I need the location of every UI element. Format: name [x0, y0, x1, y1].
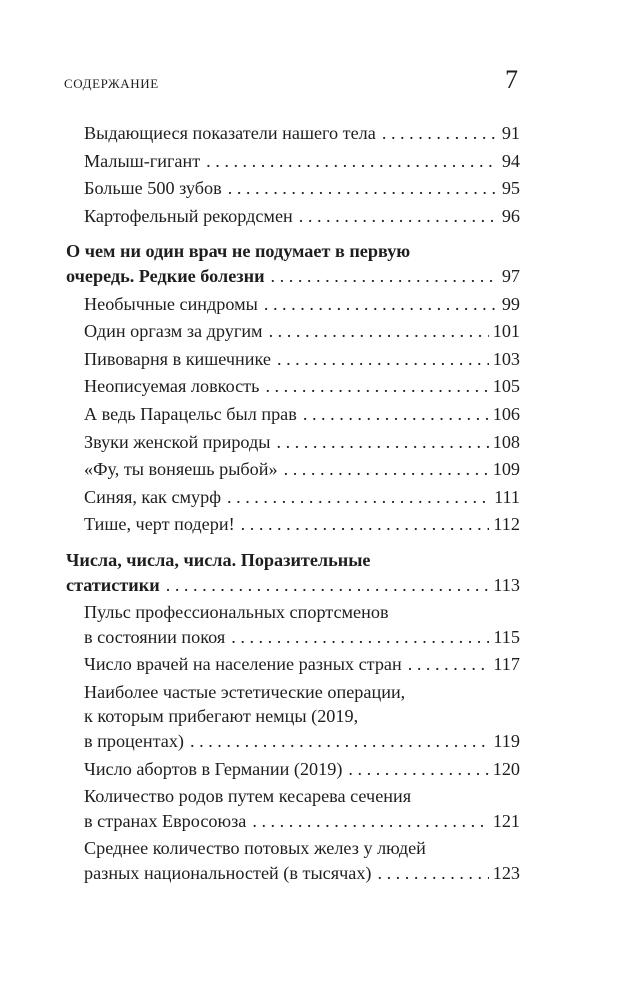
toc-entry[interactable] — [66, 512, 520, 537]
toc-entry[interactable] — [66, 176, 520, 201]
toc-entry-title-line: Необычные синдромы — [84, 293, 258, 314]
toc-entry[interactable] — [66, 347, 520, 372]
toc-entry-page: 94 — [501, 150, 520, 171]
toc-entry[interactable] — [66, 204, 520, 229]
toc-entry-page: 108 — [492, 431, 520, 452]
toc-entry-page: 96 — [501, 205, 520, 226]
toc-entry[interactable] — [66, 121, 520, 146]
toc-entry-title-line: очередь. Редкие болезни — [66, 265, 265, 286]
toc-entry-page: 105 — [492, 376, 520, 397]
toc-entry[interactable] — [66, 374, 520, 399]
dot-leader — [252, 809, 488, 834]
toc-entry-page: 120 — [492, 758, 520, 779]
dot-leader — [408, 652, 490, 677]
toc-entry-title-line: статистики — [66, 574, 160, 595]
dot-leader — [277, 347, 489, 372]
toc-entry-title-line: Выдающиеся показатели нашего тела — [84, 123, 376, 143]
dot-leader — [265, 374, 488, 399]
toc-entry-title-line: Неописуемая ловкость — [84, 376, 260, 397]
toc-entry-title-line: Синяя, как смурф — [84, 486, 221, 507]
toc-entry-title-line: Наиболее частые эстетические операции, — [84, 681, 406, 702]
toc-entry-page: 121 — [492, 810, 520, 831]
toc-entry-title-line: Один оргазм за другим — [84, 321, 263, 342]
dot-leader — [269, 319, 489, 344]
toc-section-entry[interactable] — [66, 548, 520, 597]
toc-entry-page: 97 — [501, 265, 520, 286]
toc-entry-page: 106 — [492, 403, 520, 424]
toc-entry[interactable] — [66, 430, 520, 455]
toc-entry-title-line: в процентах) — [84, 731, 184, 752]
toc-entry-page: 91 — [501, 123, 520, 143]
dot-leader — [284, 457, 489, 482]
toc-entry[interactable] — [66, 319, 520, 344]
toc-entry-title-line: разных национальностей (в тысячах) — [84, 863, 372, 884]
toc-entry-page: 119 — [493, 731, 520, 752]
toc-entry[interactable] — [66, 402, 520, 427]
dot-leader — [166, 573, 490, 598]
toc-entry-page: 117 — [493, 654, 520, 675]
dot-leader — [227, 485, 490, 510]
toc-entry-page: 115 — [493, 626, 520, 647]
toc-entry[interactable] — [66, 652, 520, 677]
dot-leader — [382, 121, 498, 146]
toc-entry-title-line: Больше 500 зубов — [84, 178, 222, 199]
toc-entry[interactable] — [66, 292, 520, 317]
toc-entry-title-line: Числа, числа, числа. Поразительные — [66, 549, 371, 570]
toc-entry-title-line: в состоянии покоя — [84, 626, 226, 647]
toc-entry-title-line: в странах Евросоюза — [84, 810, 247, 831]
toc-section-entry[interactable] — [66, 239, 520, 288]
toc-entry-page: 113 — [493, 574, 520, 595]
dot-leader — [377, 861, 488, 886]
toc-entry-page: 111 — [494, 486, 520, 507]
toc-entry[interactable] — [66, 149, 520, 174]
toc-entry-page: 109 — [492, 459, 520, 480]
dot-leader — [264, 292, 498, 317]
toc-entry[interactable] — [66, 836, 520, 885]
toc-entry-title-line: Среднее количество потовых желез у людей — [84, 838, 426, 859]
toc-entry-title-line: Число абортов в Германии (2019) — [84, 758, 343, 779]
dot-leader — [303, 402, 489, 427]
toc-entry-title-line: Пульс профессиональных спортсменов — [84, 602, 389, 623]
dot-leader — [190, 729, 489, 754]
dot-leader — [241, 512, 490, 537]
toc-entry-page: 95 — [501, 178, 520, 199]
dot-leader — [299, 204, 498, 229]
toc-entry[interactable] — [66, 457, 520, 482]
toc-entry-title-line: Тише, черт подери! — [84, 514, 235, 535]
dot-leader — [206, 149, 498, 174]
toc-entry[interactable] — [66, 600, 520, 649]
toc-entry-page: 103 — [492, 348, 520, 369]
table-of-contents — [66, 121, 520, 889]
dot-leader — [271, 264, 498, 289]
toc-entry-title-line: Количество родов путем кесарева сечения — [84, 786, 412, 807]
toc-entry-title-line: к которым прибегают немцы (2019, — [84, 706, 359, 727]
toc-entry-title-line: «Фу, ты воняешь рыбой» — [84, 459, 278, 480]
toc-entry[interactable] — [66, 485, 520, 510]
toc-entry-title-line: Картофельный рекордсмен — [84, 205, 293, 226]
running-header-title: СОДЕРЖАНИЕ — [64, 76, 159, 91]
toc-entry-page: 99 — [501, 293, 520, 314]
toc-entry-title-line: Малыш-гигант — [84, 150, 201, 171]
toc-entry-title-line: О чем ни один врач не подумает в первую — [66, 241, 411, 262]
toc-entry-page: 101 — [492, 321, 520, 342]
toc-entry-title-line: Пивоварня в кишечнике — [84, 348, 271, 369]
toc-entry-title-line: Звуки женской природы — [84, 431, 271, 452]
page-number: 7 — [505, 65, 518, 94]
toc-entry[interactable] — [66, 757, 520, 782]
dot-leader — [348, 757, 488, 782]
toc-entry-page: 123 — [492, 863, 520, 884]
toc-entry[interactable] — [66, 680, 520, 754]
dot-leader — [231, 625, 489, 650]
toc-entry-title-line: Число врачей на население разных стран — [84, 654, 402, 675]
toc-entry[interactable] — [66, 784, 520, 833]
toc-entry-title-line: А ведь Парацельс был прав — [84, 403, 297, 424]
toc-entry-page: 112 — [493, 514, 520, 535]
dot-leader — [276, 430, 488, 455]
dot-leader — [228, 176, 498, 201]
